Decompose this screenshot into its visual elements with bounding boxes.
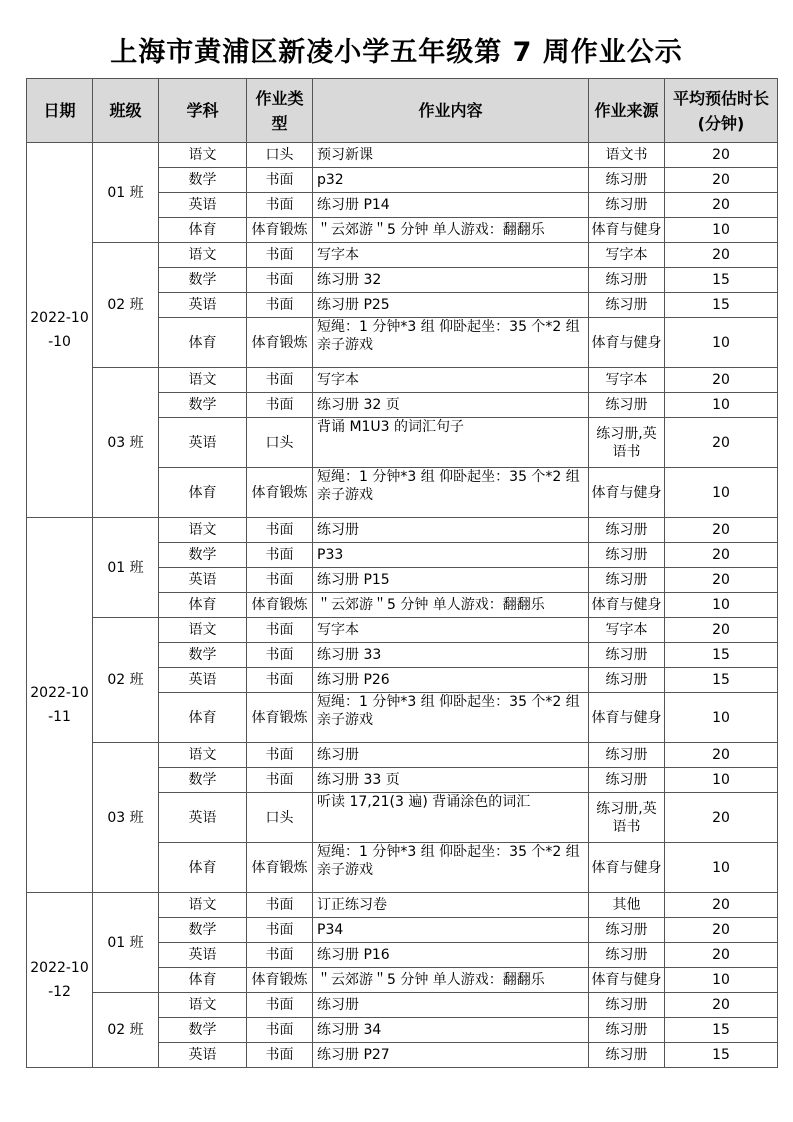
header-source: 作业来源 xyxy=(589,79,665,143)
source-cell: 练习册 xyxy=(589,1018,665,1043)
content-cell: 练习册 32 xyxy=(313,268,589,293)
type-cell: 体育锻炼 xyxy=(247,843,313,893)
source-cell: 练习册 xyxy=(589,393,665,418)
type-cell: 书面 xyxy=(247,893,313,918)
content-cell: 练习册 P16 xyxy=(313,943,589,968)
type-cell: 体育锻炼 xyxy=(247,218,313,243)
subject-cell: 语文 xyxy=(159,993,247,1018)
header-class: 班级 xyxy=(93,79,159,143)
type-cell: 书面 xyxy=(247,1043,313,1068)
table-row xyxy=(27,743,778,768)
source-cell: 写字本 xyxy=(589,618,665,643)
minutes-cell: 10 xyxy=(665,968,778,993)
content-cell: ＂云郊游＂5 分钟 单人游戏：翻翻乐 xyxy=(313,968,589,993)
subject-cell: 数学 xyxy=(159,918,247,943)
type-cell: 书面 xyxy=(247,268,313,293)
homework-table xyxy=(26,78,778,1068)
minutes-cell: 15 xyxy=(665,668,778,693)
content-cell: 短绳：1 分钟*3 组 仰卧起坐：35 个*2 组 亲子游戏 xyxy=(313,318,589,368)
minutes-cell: 20 xyxy=(665,743,778,768)
minutes-cell: 20 xyxy=(665,568,778,593)
content-cell: 练习册 P27 xyxy=(313,1043,589,1068)
type-cell: 书面 xyxy=(247,518,313,543)
minutes-cell: 20 xyxy=(665,193,778,218)
table-row xyxy=(27,893,778,918)
source-cell: 体育与健身 xyxy=(589,468,665,518)
source-cell: 练习册 xyxy=(589,543,665,568)
subject-cell: 体育 xyxy=(159,843,247,893)
subject-cell: 体育 xyxy=(159,693,247,743)
type-cell: 书面 xyxy=(247,393,313,418)
content-cell: ＂云郊游＂5 分钟 单人游戏：翻翻乐 xyxy=(313,593,589,618)
source-cell: 练习册 xyxy=(589,268,665,293)
content-cell: 练习册 P14 xyxy=(313,193,589,218)
class-cell: 01 班 xyxy=(93,143,159,243)
type-cell: 书面 xyxy=(247,743,313,768)
minutes-cell: 20 xyxy=(665,418,778,468)
source-cell: 练习册 xyxy=(589,193,665,218)
type-cell: 书面 xyxy=(247,993,313,1018)
minutes-cell: 20 xyxy=(665,243,778,268)
source-cell: 练习册 xyxy=(589,768,665,793)
source-cell: 练习册,英语书 xyxy=(589,793,665,843)
page-title: 上海市黄浦区新凌小学五年级第 7 周作业公示 xyxy=(110,37,683,68)
header-type: 作业类型 xyxy=(247,79,313,143)
source-cell: 体育与健身 xyxy=(589,593,665,618)
content-cell: 背诵 M1U3 的词汇句子 xyxy=(313,418,589,468)
subject-cell: 数学 xyxy=(159,268,247,293)
table-row xyxy=(27,143,778,168)
type-cell: 书面 xyxy=(247,618,313,643)
type-cell: 口头 xyxy=(247,418,313,468)
subject-cell: 体育 xyxy=(159,218,247,243)
type-cell: 书面 xyxy=(247,543,313,568)
header-minutes: 平均预估时长(分钟) xyxy=(665,79,778,143)
subject-cell: 语文 xyxy=(159,243,247,268)
content-cell: 练习册 33 页 xyxy=(313,768,589,793)
class-cell: 02 班 xyxy=(93,993,159,1068)
minutes-cell: 20 xyxy=(665,518,778,543)
type-cell: 书面 xyxy=(247,768,313,793)
type-cell: 书面 xyxy=(247,193,313,218)
minutes-cell: 20 xyxy=(665,793,778,843)
type-cell: 书面 xyxy=(247,168,313,193)
source-cell: 练习册 xyxy=(589,568,665,593)
minutes-cell: 20 xyxy=(665,943,778,968)
minutes-cell: 10 xyxy=(665,843,778,893)
content-cell: 练习册 32 页 xyxy=(313,393,589,418)
content-cell: 短绳：1 分钟*3 组 仰卧起坐：35 个*2 组 亲子游戏 xyxy=(313,693,589,743)
subject-cell: 数学 xyxy=(159,543,247,568)
minutes-cell: 10 xyxy=(665,593,778,618)
content-cell: 练习册 P26 xyxy=(313,668,589,693)
content-cell: 听读 17,21(3 遍) 背诵涂色的词汇 xyxy=(313,793,589,843)
type-cell: 书面 xyxy=(247,293,313,318)
minutes-cell: 15 xyxy=(665,293,778,318)
source-cell: 体育与健身 xyxy=(589,693,665,743)
minutes-cell: 15 xyxy=(665,1018,778,1043)
content-cell: P34 xyxy=(313,918,589,943)
content-cell: 练习册 33 xyxy=(313,643,589,668)
minutes-cell: 20 xyxy=(665,168,778,193)
content-cell: 写字本 xyxy=(313,368,589,393)
type-cell: 口头 xyxy=(247,143,313,168)
source-cell: 练习册 xyxy=(589,668,665,693)
date-cell: 2022-10-12 xyxy=(27,893,93,1068)
source-cell: 其他 xyxy=(589,893,665,918)
table-row xyxy=(27,518,778,543)
content-cell: 写字本 xyxy=(313,243,589,268)
subject-cell: 语文 xyxy=(159,618,247,643)
table-body xyxy=(27,143,778,1068)
header-row xyxy=(27,79,778,143)
date-cell: 2022-10-11 xyxy=(27,518,93,893)
subject-cell: 语文 xyxy=(159,143,247,168)
content-cell: 练习册 34 xyxy=(313,1018,589,1043)
source-cell: 体育与健身 xyxy=(589,968,665,993)
type-cell: 书面 xyxy=(247,943,313,968)
subject-cell: 英语 xyxy=(159,943,247,968)
subject-cell: 英语 xyxy=(159,668,247,693)
minutes-cell: 10 xyxy=(665,218,778,243)
type-cell: 体育锻炼 xyxy=(247,593,313,618)
table-row xyxy=(27,993,778,1018)
source-cell: 练习册 xyxy=(589,293,665,318)
content-cell: 短绳：1 分钟*3 组 仰卧起坐：35 个*2 组 亲子游戏 xyxy=(313,843,589,893)
type-cell: 书面 xyxy=(247,918,313,943)
type-cell: 书面 xyxy=(247,368,313,393)
type-cell: 体育锻炼 xyxy=(247,318,313,368)
source-cell: 练习册 xyxy=(589,1043,665,1068)
source-cell: 练习册 xyxy=(589,918,665,943)
subject-cell: 英语 xyxy=(159,193,247,218)
source-cell: 体育与健身 xyxy=(589,218,665,243)
date-cell: 2022-10-10 xyxy=(27,143,93,518)
minutes-cell: 10 xyxy=(665,768,778,793)
header-subject: 学科 xyxy=(159,79,247,143)
subject-cell: 英语 xyxy=(159,793,247,843)
subject-cell: 数学 xyxy=(159,768,247,793)
subject-cell: 英语 xyxy=(159,418,247,468)
content-cell: 订正练习卷 xyxy=(313,893,589,918)
subject-cell: 语文 xyxy=(159,368,247,393)
table-row xyxy=(27,618,778,643)
minutes-cell: 20 xyxy=(665,543,778,568)
minutes-cell: 15 xyxy=(665,643,778,668)
content-cell: p32 xyxy=(313,168,589,193)
minutes-cell: 20 xyxy=(665,893,778,918)
source-cell: 练习册 xyxy=(589,518,665,543)
minutes-cell: 10 xyxy=(665,318,778,368)
subject-cell: 体育 xyxy=(159,968,247,993)
class-cell: 03 班 xyxy=(93,743,159,893)
class-cell: 02 班 xyxy=(93,618,159,743)
subject-cell: 数学 xyxy=(159,168,247,193)
source-cell: 练习册 xyxy=(589,993,665,1018)
source-cell: 语文书 xyxy=(589,143,665,168)
minutes-cell: 20 xyxy=(665,143,778,168)
subject-cell: 数学 xyxy=(159,393,247,418)
source-cell: 体育与健身 xyxy=(589,318,665,368)
type-cell: 体育锻炼 xyxy=(247,693,313,743)
content-cell: 短绳：1 分钟*3 组 仰卧起坐：35 个*2 组 亲子游戏 xyxy=(313,468,589,518)
class-cell: 03 班 xyxy=(93,368,159,518)
class-cell: 02 班 xyxy=(93,243,159,368)
class-cell: 01 班 xyxy=(93,518,159,618)
subject-cell: 英语 xyxy=(159,1043,247,1068)
type-cell: 体育锻炼 xyxy=(247,968,313,993)
type-cell: 书面 xyxy=(247,1018,313,1043)
type-cell: 口头 xyxy=(247,793,313,843)
source-cell: 练习册 xyxy=(589,943,665,968)
minutes-cell: 20 xyxy=(665,993,778,1018)
header-content: 作业内容 xyxy=(313,79,589,143)
content-cell: 写字本 xyxy=(313,618,589,643)
content-cell: 练习册 xyxy=(313,743,589,768)
subject-cell: 英语 xyxy=(159,293,247,318)
content-cell: 预习新课 xyxy=(313,143,589,168)
source-cell: 练习册 xyxy=(589,168,665,193)
subject-cell: 语文 xyxy=(159,743,247,768)
minutes-cell: 15 xyxy=(665,268,778,293)
minutes-cell: 10 xyxy=(665,468,778,518)
type-cell: 体育锻炼 xyxy=(247,468,313,518)
minutes-cell: 10 xyxy=(665,393,778,418)
content-cell: 练习册 xyxy=(313,518,589,543)
type-cell: 书面 xyxy=(247,668,313,693)
type-cell: 书面 xyxy=(247,568,313,593)
minutes-cell: 20 xyxy=(665,368,778,393)
minutes-cell: 15 xyxy=(665,1043,778,1068)
source-cell: 练习册,英语书 xyxy=(589,418,665,468)
minutes-cell: 20 xyxy=(665,618,778,643)
source-cell: 练习册 xyxy=(589,743,665,768)
subject-cell: 体育 xyxy=(159,318,247,368)
table-row xyxy=(27,368,778,393)
content-cell: 练习册 P15 xyxy=(313,568,589,593)
header-date: 日期 xyxy=(27,79,93,143)
type-cell: 书面 xyxy=(247,243,313,268)
source-cell: 写字本 xyxy=(589,368,665,393)
minutes-cell: 20 xyxy=(665,918,778,943)
class-cell: 01 班 xyxy=(93,893,159,993)
source-cell: 体育与健身 xyxy=(589,843,665,893)
subject-cell: 体育 xyxy=(159,593,247,618)
content-cell: P33 xyxy=(313,543,589,568)
subject-cell: 数学 xyxy=(159,643,247,668)
minutes-cell: 10 xyxy=(665,693,778,743)
type-cell: 书面 xyxy=(247,643,313,668)
subject-cell: 体育 xyxy=(159,468,247,518)
content-cell: 练习册 xyxy=(313,993,589,1018)
source-cell: 写字本 xyxy=(589,243,665,268)
subject-cell: 语文 xyxy=(159,893,247,918)
subject-cell: 数学 xyxy=(159,1018,247,1043)
subject-cell: 英语 xyxy=(159,568,247,593)
table-row xyxy=(27,243,778,268)
source-cell: 练习册 xyxy=(589,643,665,668)
content-cell: ＂云郊游＂5 分钟 单人游戏：翻翻乐 xyxy=(313,218,589,243)
subject-cell: 语文 xyxy=(159,518,247,543)
content-cell: 练习册 P25 xyxy=(313,293,589,318)
